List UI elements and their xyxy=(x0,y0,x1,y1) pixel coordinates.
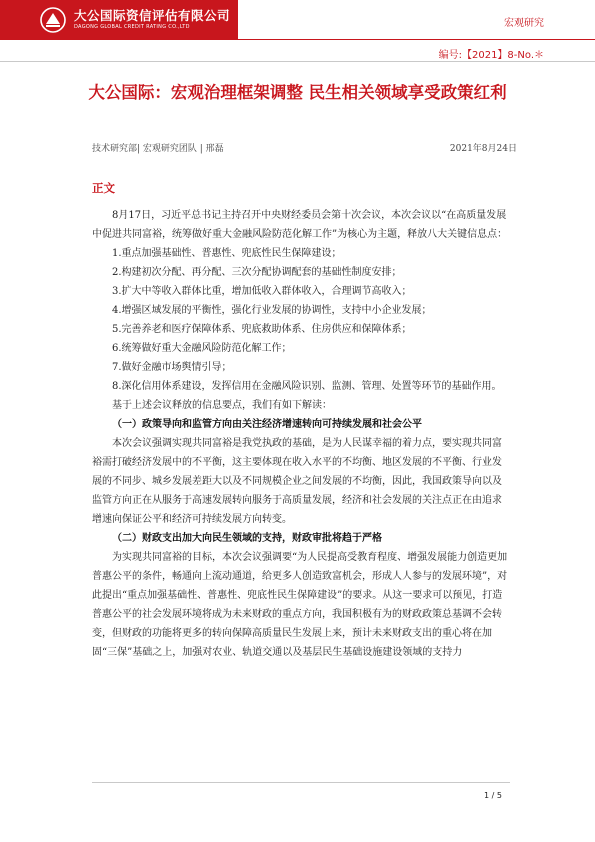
list-item: 4.增强区域发展的平衡性，强化行业发展的协调性，支持中小企业发展； xyxy=(112,305,432,316)
list-item: 3.扩大中等收入群体比重，增加低收入群体收入，合理调节高收入； xyxy=(112,286,412,297)
document-number: 编号:【2021】8-No.＊ xyxy=(438,50,544,61)
subsection-heading-1: （一）政策导向和监管方向由关注经济增速转向可持续发展和社会公平 xyxy=(112,419,422,430)
subheader-divider xyxy=(0,61,595,62)
footer-divider xyxy=(92,782,510,783)
logo-english-name: DAGONG GLOBAL CREDIT RATING CO.,LTD xyxy=(74,24,190,30)
list-item: 1.重点加强基础性、普惠性、兜底性民生保障建设； xyxy=(112,248,342,259)
page-number: 1 / 5 xyxy=(484,791,502,800)
dagong-logo-icon xyxy=(40,7,66,33)
report-date: 2021年8月24日 xyxy=(449,144,517,154)
list-item: 6.统筹做好重大金融风险防范化解工作； xyxy=(112,343,292,354)
list-item: 2.构建初次分配、再分配、三次分配协调配套的基础性制度安排； xyxy=(112,267,402,278)
subsection-body-1: 本次会议强调实现共同富裕是我党执政的基础，是为人民谋幸福的着力点，要实现共同富裕需打破经济发展中的不平衡，这主要体现在收入水平的不均衡、地区发展的不平衡、行业发展的不同步、城乡发展差距大以及不同规模企业之间发展的不均衡，因此，我国政策导向以及监管方向正在从服务于高速发展转向服务于高质量发展，经济和社会发展的关注点正在由追求增速向保证公平和经济可持续发展方向转变。 xyxy=(92,438,502,525)
lead-paragraph: 基于上述会议释放的信息要点，我们有如下解读： xyxy=(112,400,332,411)
header-divider xyxy=(0,39,595,40)
list-item: 7.做好金融市场舆情引导； xyxy=(112,362,232,373)
document-body xyxy=(92,206,510,662)
list-item: 5.完善养老和医疗保障体系、兜底救助体系、住房供应和保障体系； xyxy=(112,324,412,335)
subsection-heading-2: （二）财政支出加大向民生领域的支持，财政审批将趋于严格 xyxy=(112,533,382,544)
report-category: 宏观研究 xyxy=(504,18,544,29)
company-logo xyxy=(0,0,238,40)
page-title: 大公国际：宏观治理框架调整 民生相关领域享受政策红利 xyxy=(88,83,507,102)
author-line: 技术研究部| 宏观研究团队 | 邢磊 xyxy=(92,144,224,154)
intro-paragraph: 8月17日，习近平总书记主持召开中央财经委员会第十次会议，本次会议以“在高质量发展中促进共同富裕，统筹做好重大金融风险防范化解工作”为核心为主题，释放八大关键信息点： xyxy=(92,210,508,240)
header-bar xyxy=(0,0,595,40)
logo-chinese-name: 大公国际资信评估有限公司 xyxy=(74,8,231,23)
list-item: 8.深化信用体系建设，发挥信用在金融风险识别、监测、管理、处置等环节的基础作用。 xyxy=(112,381,502,392)
section-title: 正文 xyxy=(92,181,115,195)
subsection-body-2: 为实现共同富裕的目标，本次会议强调要“为人民提高受教育程度、增强发展能力创造更加普惠公平的条件，畅通向上流动通道，给更多人创造致富机会，形成人人参与的发展环境”，对此提出“重点加强基础性、普惠性、兜底性民生保障建设”的要求。从这一要求可以预见，打造普惠公平的社会发展环境将成为未来财政的重点方向，我国积极有为的财政政策总基调不会转变，但财政的功能将更多的转向保障高质量民生发展上来，预计未来财政支出的重心将在加固“三保”基础之上，加强对农业、轨道交通以及基层民生基础设施建设领域的支持力 xyxy=(92,552,508,658)
